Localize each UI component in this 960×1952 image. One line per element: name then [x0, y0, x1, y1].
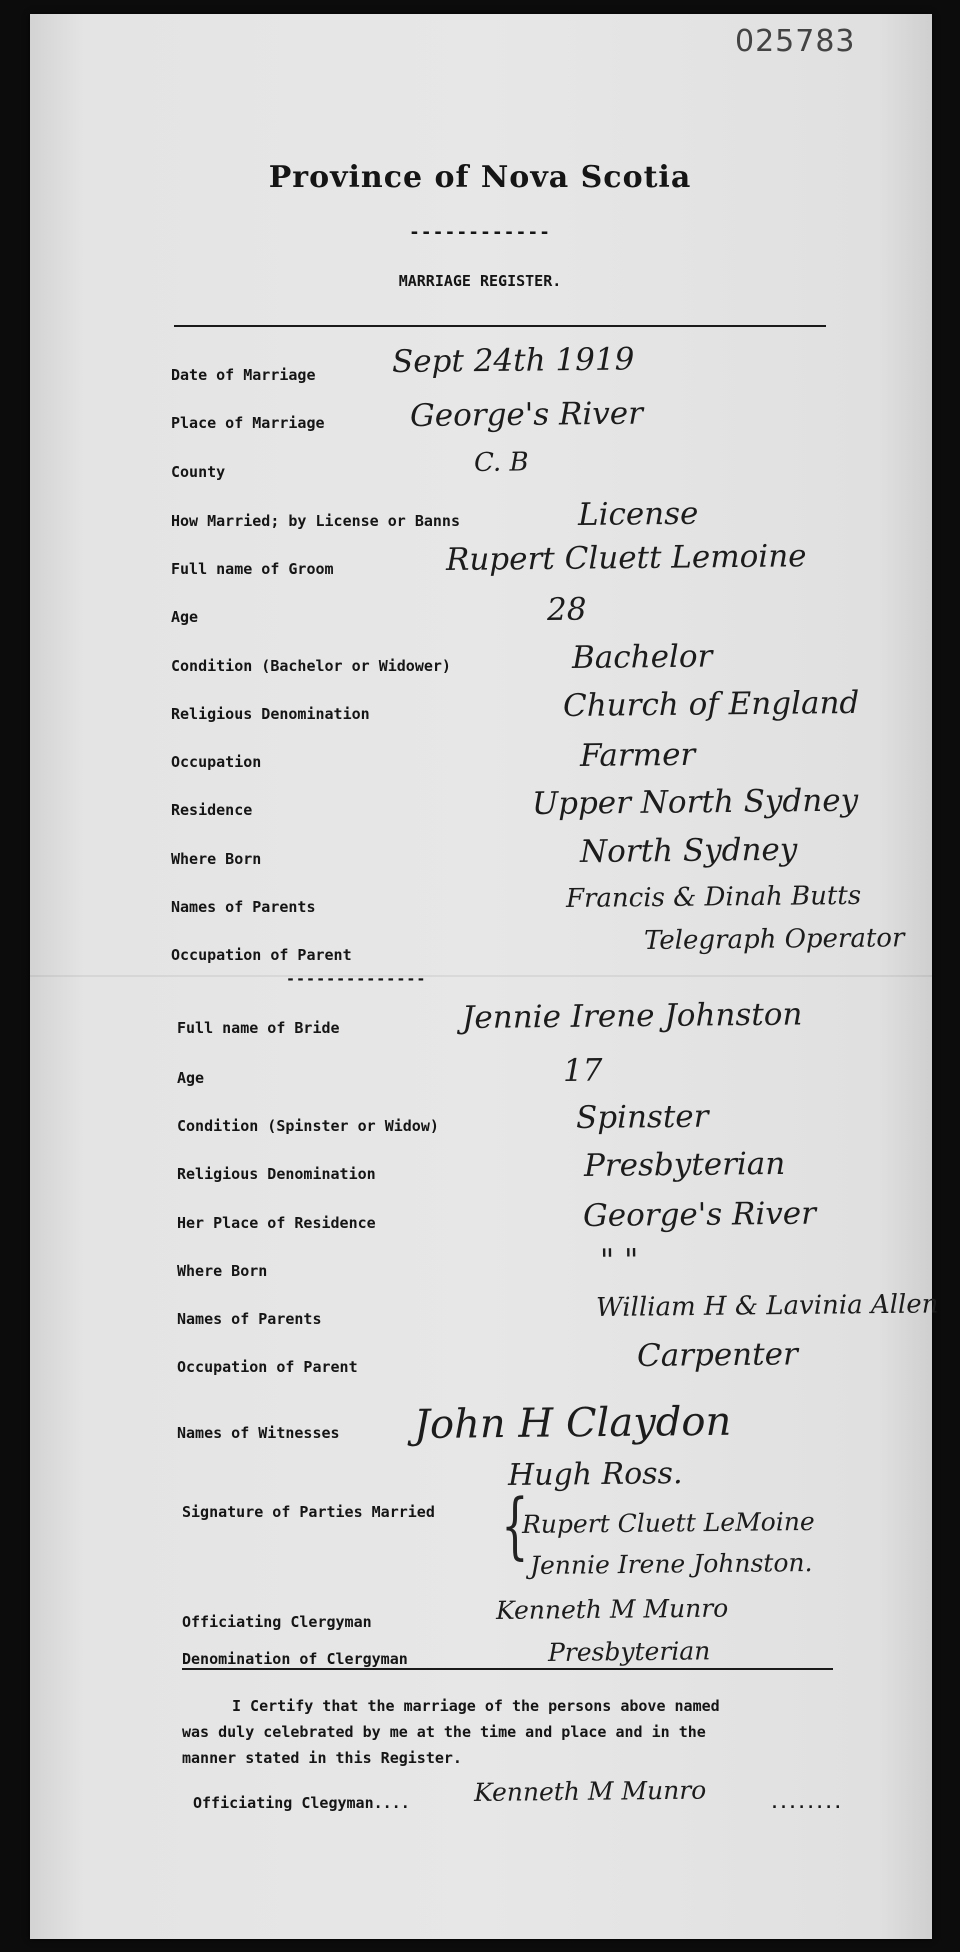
witness-2-signature: Hugh Ross. [507, 1456, 683, 1493]
groom-name-value: Rupert Cluett Lemoine [445, 538, 807, 578]
groom-parent-occupation-value: Telegraph Operator [643, 923, 905, 956]
county-value: C. B [473, 447, 529, 478]
groom-residence-label: Residence [171, 801, 253, 819]
bride-signature: Jennie Irene Johnston. [529, 1548, 813, 1580]
groom-condition-value: Bachelor [571, 638, 713, 676]
groom-age-value: 28 [546, 591, 587, 628]
groom-birthplace-label: Where Born [171, 850, 262, 868]
bride-birthplace-value: " " [599, 1242, 639, 1279]
groom-occupation-label: Occupation [171, 753, 262, 771]
certification-line-1: I Certify that the marriage of the persons above named [232, 1697, 720, 1715]
groom-condition-label: Condition (Bachelor or Widower) [171, 657, 451, 675]
register-title: MARRIAGE REGISTER. [398, 272, 562, 290]
county-label: County [171, 463, 226, 481]
bride-parents-value: William H & Lavinia Allen [595, 1289, 939, 1323]
parties-signature-label: Signature of Parties Married [182, 1503, 435, 1521]
groom-parents-label: Names of Parents [171, 898, 316, 916]
bride-residence-value: George's River [582, 1195, 817, 1234]
place-of-marriage-value: George's River [409, 395, 644, 434]
header-rule [174, 325, 826, 327]
groom-occupation-value: Farmer [579, 736, 696, 774]
clergy-denomination-value: Presbyterian [547, 1636, 711, 1667]
groom-residence-value: Upper North Sydney [531, 782, 859, 822]
witnesses-label: Names of Witnesses [177, 1424, 340, 1442]
groom-age-label: Age [171, 608, 199, 626]
certification-signature-value: Kenneth M Munro [473, 1775, 707, 1807]
groom-religion-value: Church of England [562, 684, 860, 724]
groom-signature: Rupert Cluett LeMoine [521, 1506, 815, 1539]
bride-name-label: Full name of Bride [177, 1019, 340, 1037]
bride-parent-occupation-value: Carpenter [636, 1336, 798, 1374]
certification-line-2: was duly celebrated by me at the time and place and in the [182, 1723, 706, 1741]
certification-signature-label: Officiating Clegyman.... [193, 1794, 410, 1812]
how-married-value: License [577, 495, 699, 533]
bride-residence-label: Her Place of Residence [177, 1214, 376, 1232]
province-title: Province of Nova Scotia [268, 160, 692, 195]
signature-brace: { [501, 1483, 529, 1567]
groom-parents-value: Francis & Dinah Butts [565, 880, 862, 914]
bride-religion-label: Religious Denomination [177, 1165, 376, 1183]
how-married-label: How Married; by License or Banns [171, 512, 460, 530]
bride-age-value: 17 [562, 1052, 603, 1089]
bride-religion-value: Presbyterian [583, 1145, 786, 1184]
date-of-marriage-label: Date of Marriage [171, 366, 316, 384]
date-of-marriage-value: Sept 24th 1919 [391, 341, 635, 380]
bride-age-label: Age [177, 1069, 205, 1087]
clergy-denomination-rule [182, 1668, 833, 1670]
officiating-clergyman-label: Officiating Clergyman [182, 1613, 372, 1631]
bride-birthplace-label: Where Born [177, 1262, 268, 1280]
paper-fold-line [30, 975, 932, 977]
clergy-denomination-label: Denomination of Clergyman [182, 1650, 408, 1668]
certification-line-3: manner stated in this Register. [182, 1749, 462, 1767]
bride-name-value: Jennie Irene Johnston [461, 996, 803, 1036]
bride-condition-value: Spinster [575, 1098, 709, 1136]
groom-parent-occupation-label: Occupation of Parent [171, 946, 352, 964]
section-dash-separator: -------------- [286, 970, 427, 988]
title-dash-separator: ------------ [408, 222, 552, 243]
bride-parents-label: Names of Parents [177, 1310, 322, 1328]
groom-religion-label: Religious Denomination [171, 705, 370, 723]
groom-birthplace-value: North Sydney [579, 831, 798, 870]
bride-parent-occupation-label: Occupation of Parent [177, 1358, 358, 1376]
groom-name-label: Full name of Groom [171, 560, 334, 578]
certification-trailing-dots: ........ [770, 1794, 843, 1812]
document-number: 025783 [735, 24, 856, 59]
place-of-marriage-label: Place of Marriage [171, 414, 325, 432]
officiating-clergyman-value: Kenneth M Munro [495, 1593, 729, 1625]
witness-1-signature: John H Claydon [413, 1398, 732, 1448]
bride-condition-label: Condition (Spinster or Widow) [177, 1117, 439, 1135]
